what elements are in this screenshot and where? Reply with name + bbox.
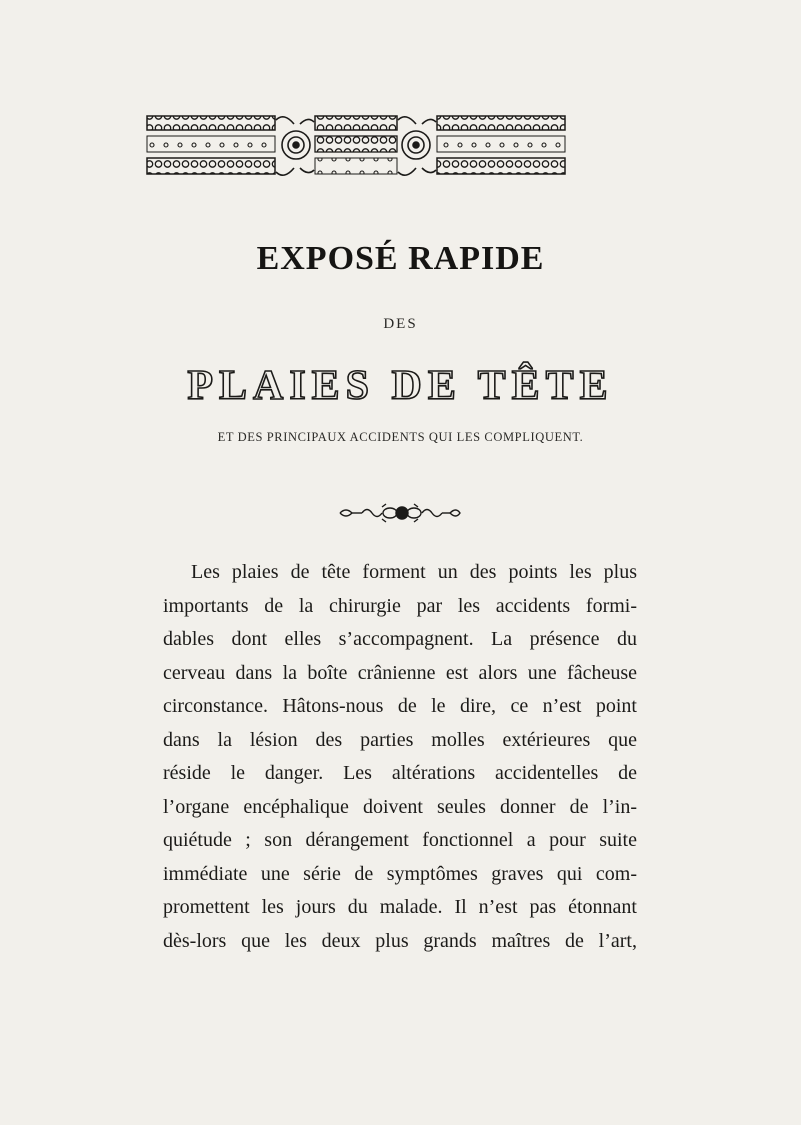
text-line: Les plaies de tête forment un des points les plus xyxy=(191,561,637,583)
fleuron-divider-icon xyxy=(338,503,462,523)
subject-title: PLAIES DE TÊTE xyxy=(187,363,614,409)
subtitle-line: ET DES PRINCIPAUX ACCIDENTS QUI LES COMPLIQUENT. xyxy=(217,430,584,444)
text-line: dès-lors que les deux plus grands maîtres de l’art, xyxy=(163,929,637,952)
text-line: promettent les jours du malade. Il n’est pas étonnant xyxy=(163,896,637,918)
text-line: cerveau dans la boîte crânienne est alors une fâcheuse xyxy=(163,661,637,684)
preposition-line: DES xyxy=(383,316,418,332)
decorative-band-icon xyxy=(145,110,569,182)
text-line: l’organe encéphalique doivent seules donner de l’in- xyxy=(163,795,637,818)
text-line: dables dont elles s’accompagnent. La présence du xyxy=(163,628,637,650)
body-paragraph xyxy=(163,556,637,958)
text-line: immédiate une série de symptômes graves qui com- xyxy=(163,862,637,885)
text-line: réside le danger. Les altérations accidentelles de xyxy=(163,762,637,784)
text-line: quiétude ; son dérangement fonctionnel a pour suite xyxy=(163,829,637,851)
text-line: dans la lésion des parties molles extérieures que xyxy=(163,728,637,751)
text-line: importants de la chirurgie par les accidents formi- xyxy=(163,594,637,617)
text-line: circonstance. Hâtons-nous de le dire, ce n’est point xyxy=(163,695,637,717)
main-title: EXPOSÉ RAPIDE xyxy=(256,240,545,277)
